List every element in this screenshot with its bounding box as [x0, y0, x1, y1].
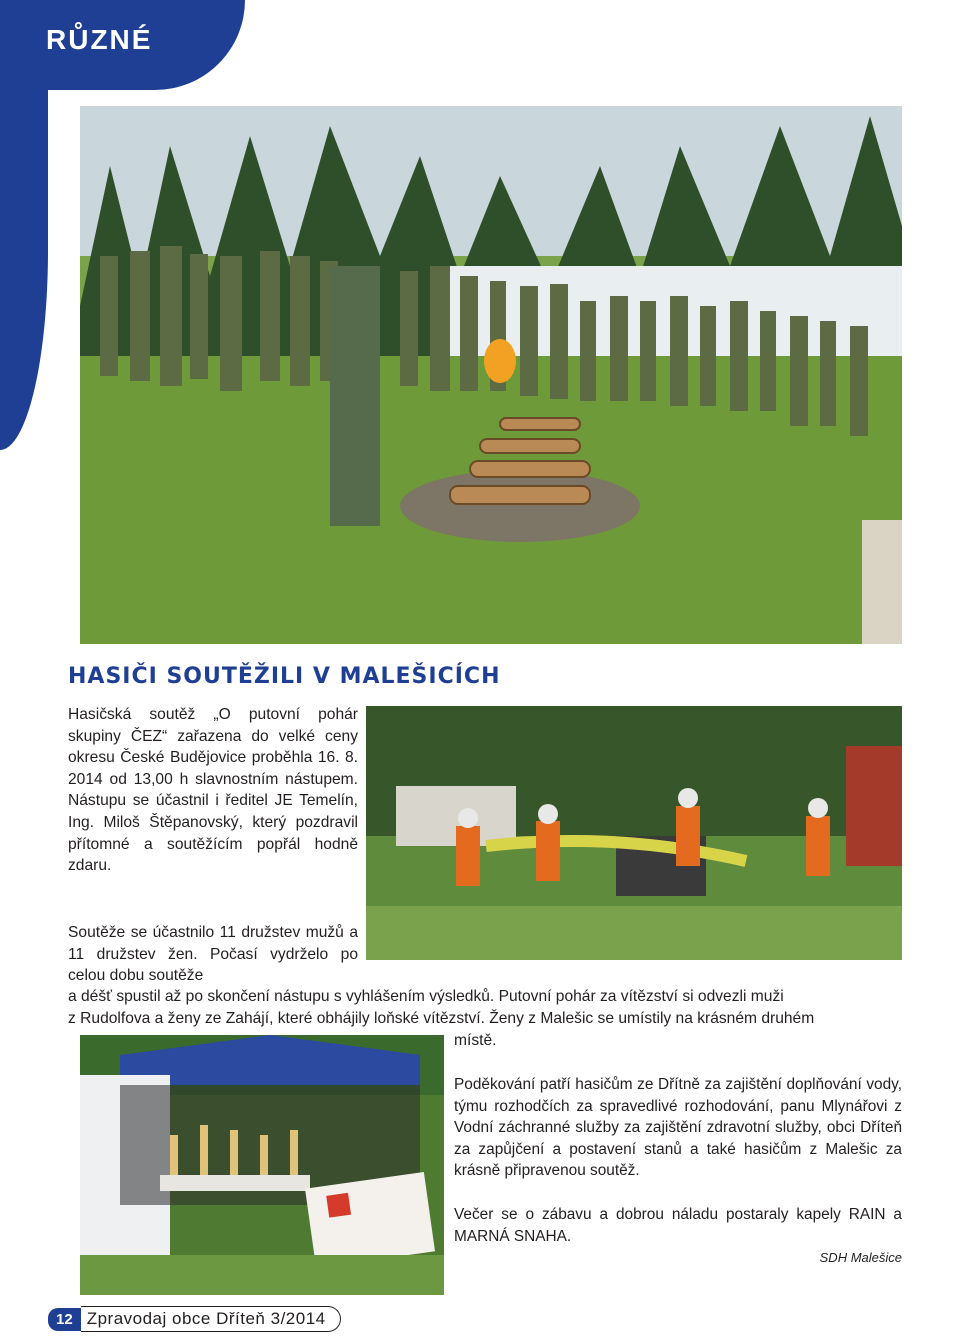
article-headline: HASIČI SOUTĚŽILI V MALEŠICÍCH — [68, 664, 501, 689]
article-paragraph-1: Hasičská soutěž „O putovní pohár skupiny ČEZ“ zařazena do velké ceny okresu České Budějovice proběhla 16. 8. 2014 od 13,00 h slavnostním nástupem. Nástupu se účastnil i ředitel JE Temelín, Ing. Miloš Štěpanovský, který pozdravil přítomné a soutěžícím popřál hodně zdaru. — [68, 706, 358, 875]
article-signature: SDH Malešice — [819, 1250, 902, 1265]
photo-trophies-tent — [80, 1035, 444, 1295]
photo-edge-decoration — [862, 520, 902, 644]
publication-name: Zpravodaj obce Dříteň 3/2014 — [81, 1306, 341, 1332]
article-paragraph-2: Soutěže se účastnilo 11 družstev mužů a 11 družstev žen. Počasí vydrželo po celou dobu soutěže — [68, 924, 358, 985]
section-label: RŮZNÉ — [46, 24, 153, 55]
photo-campfire-ceremony — [80, 106, 902, 644]
article-paragraph-2-line-3: z Rudolfova a ženy ze Zahájí, které obhájily loňské vítězství. Ženy z Malešic se umístily na krásném druhém — [68, 1010, 815, 1027]
article-paragraph-3: Poděkování patří hasičům ze Dřítně za zajištění doplňování vody, týmu rozhodčích za spravedlivé rozhodování, panu Mlynářovi z Vodní záchranné služby za zajištění zdravotní služby, obci Dříteň za zapůjčení a postavení stanů a také hasičům z Malešic za krásně připravenou soutěž. — [454, 1076, 902, 1180]
page-number: 12 — [48, 1308, 81, 1331]
article-paragraph-2-line-4: místě. — [454, 1032, 497, 1049]
article-paragraph-4: Večer se o zábavu a dobrou náladu postaraly kapely RAIN a MARNÁ SNAHA. — [454, 1206, 902, 1245]
article-paragraph-2-line-2: a déšť spustil až po skončení nástupu s vyhlášením výsledků. Putovní pohár za vítězství si odvezli muži — [68, 988, 784, 1005]
section-tab-decoration — [0, 90, 48, 450]
page-footer — [48, 1306, 341, 1332]
photo-firefighter-competition — [366, 706, 902, 960]
